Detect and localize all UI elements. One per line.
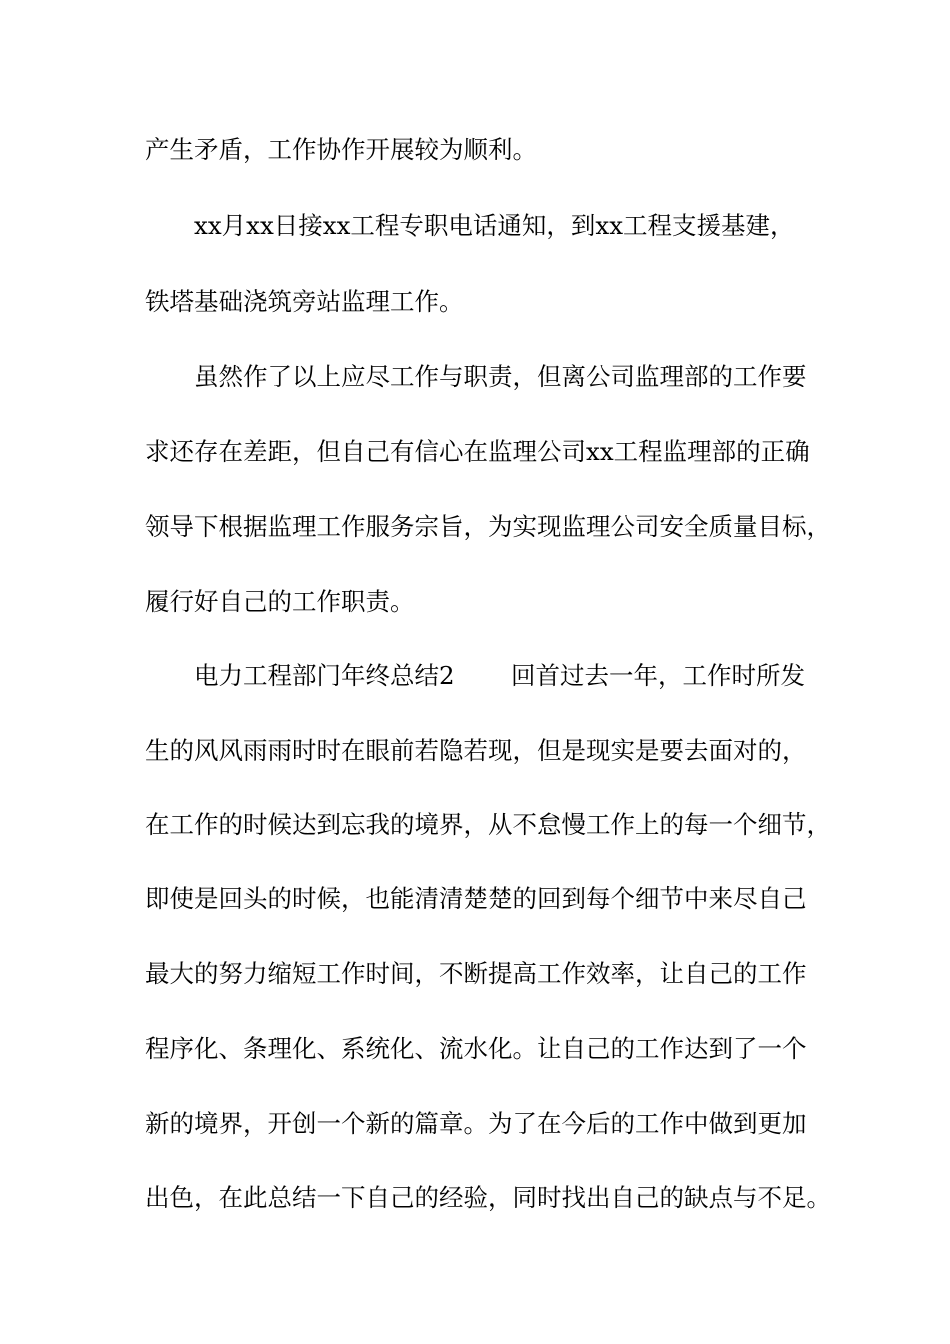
text-line-content: 最大的努力缩短工作时间，不断提高工作效率，让自己的工作 bbox=[145, 959, 807, 988]
text-line-content: 铁塔基础浇筑旁站监理工作。 bbox=[145, 287, 464, 316]
text-line bbox=[0, 954, 950, 994]
text-line-content: xx月xx日接xx工程专职电话通知，到xx工程支援基建， bbox=[194, 211, 795, 240]
section-heading: 电力工程部门年终总结2 bbox=[194, 661, 455, 690]
text-line bbox=[0, 1104, 950, 1144]
text-line bbox=[0, 357, 950, 397]
text-line-content: 生的风风雨雨时时在眼前若隐若现，但是现实是要去面对的， bbox=[145, 736, 807, 765]
text-line bbox=[0, 1029, 950, 1069]
text-line-content: 新的境界，开创一个新的篇章。为了在今后的工作中做到更加 bbox=[145, 1109, 807, 1138]
text-line bbox=[0, 282, 950, 322]
text-line bbox=[0, 582, 950, 622]
text-line-content: 在工作的时候达到忘我的境界，从不怠慢工作上的每一个细节， bbox=[145, 810, 831, 839]
text-line bbox=[0, 656, 950, 696]
text-line-content: 领导下根据监理工作服务宗旨，为实现监理公司安全质量目标， bbox=[145, 512, 831, 541]
text-line bbox=[0, 731, 950, 771]
text-line bbox=[0, 1178, 950, 1218]
text-line bbox=[0, 206, 950, 246]
text-line-content: 虽然作了以上应尽工作与职责，但离公司监理部的工作要 bbox=[194, 362, 807, 391]
text-line bbox=[0, 879, 950, 919]
text-line-content: 求还存在差距，但自己有信心在监理公司xx工程监理部的正确 bbox=[145, 437, 810, 466]
text-line bbox=[0, 432, 950, 472]
text-line-content: 即使是回头的时候，也能清清楚楚的回到每个细节中来尽自己 bbox=[145, 884, 807, 913]
text-line bbox=[0, 507, 950, 547]
text-line bbox=[0, 130, 950, 170]
text-line bbox=[0, 805, 950, 845]
text-line-content: 产生矛盾，工作协作开展较为顺利。 bbox=[145, 135, 537, 164]
text-line-content: 履行好自己的工作职责。 bbox=[145, 587, 415, 616]
text-line-content: 出色，在此总结一下自己的经验，同时找出自己的缺点与不足。 bbox=[145, 1183, 831, 1212]
text-line-content: 回首过去一年，工作时所发 bbox=[511, 661, 805, 690]
text-line-content: 程序化、条理化、系统化、流水化。让自己的工作达到了一个 bbox=[145, 1034, 807, 1063]
